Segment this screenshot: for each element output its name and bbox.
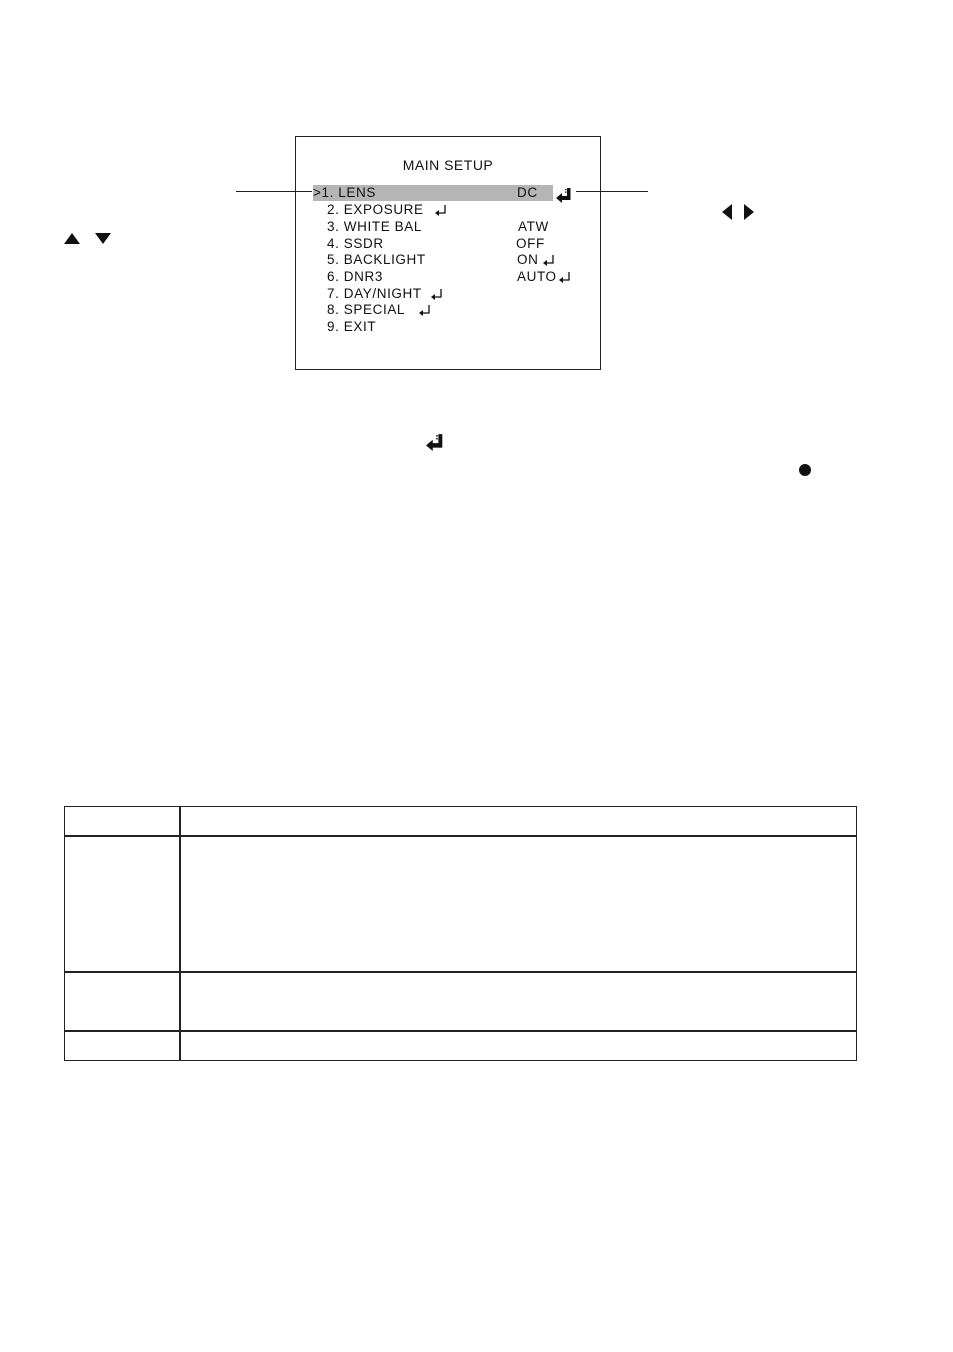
menu-item-label: 2. EXPOSURE xyxy=(327,202,424,217)
enter-icon xyxy=(542,252,556,268)
menu-item-value: AUTO xyxy=(517,269,557,284)
enter-icon xyxy=(556,187,570,203)
arrow-down-icon xyxy=(95,233,111,244)
left-leader-line xyxy=(236,191,312,192)
menu-item-label: 8. SPECIAL xyxy=(327,302,406,317)
menu-item-label: 3. WHITE BAL xyxy=(327,219,422,234)
settings-table xyxy=(64,806,857,1061)
enter-icon xyxy=(434,202,448,218)
menu-item-value: DC xyxy=(517,185,538,200)
menu-item-label: 7. DAY/NIGHT xyxy=(327,286,422,301)
table-row-divider xyxy=(65,835,856,837)
menu-item-label: 4. SSDR xyxy=(327,236,384,251)
menu-item-label: >1. LENS xyxy=(313,185,376,200)
menu-item-value: OFF xyxy=(516,236,545,251)
arrow-up-icon xyxy=(64,233,80,244)
menu-item-label: 9. EXIT xyxy=(327,319,377,334)
bullet-icon xyxy=(799,464,811,476)
menu-item-lens[interactable] xyxy=(313,185,553,201)
osd-menu-title: MAIN SETUP xyxy=(402,157,494,173)
enter-icon xyxy=(418,302,432,318)
table-column-divider xyxy=(179,807,181,1060)
enter-icon xyxy=(430,286,444,302)
menu-item-label: 6. DNR3 xyxy=(327,269,383,284)
table-row-divider xyxy=(65,971,856,973)
enter-icon xyxy=(426,433,444,451)
table-row-divider xyxy=(65,1030,856,1032)
enter-icon xyxy=(558,269,572,285)
menu-item-label: 5. BACKLIGHT xyxy=(327,252,426,267)
menu-item-value: ATW xyxy=(518,219,549,234)
arrow-left-icon xyxy=(722,204,732,220)
menu-item-value: ON xyxy=(517,252,539,267)
right-leader-line xyxy=(576,191,648,192)
arrow-right-icon xyxy=(744,204,754,220)
osd-menu-panel xyxy=(295,136,601,370)
